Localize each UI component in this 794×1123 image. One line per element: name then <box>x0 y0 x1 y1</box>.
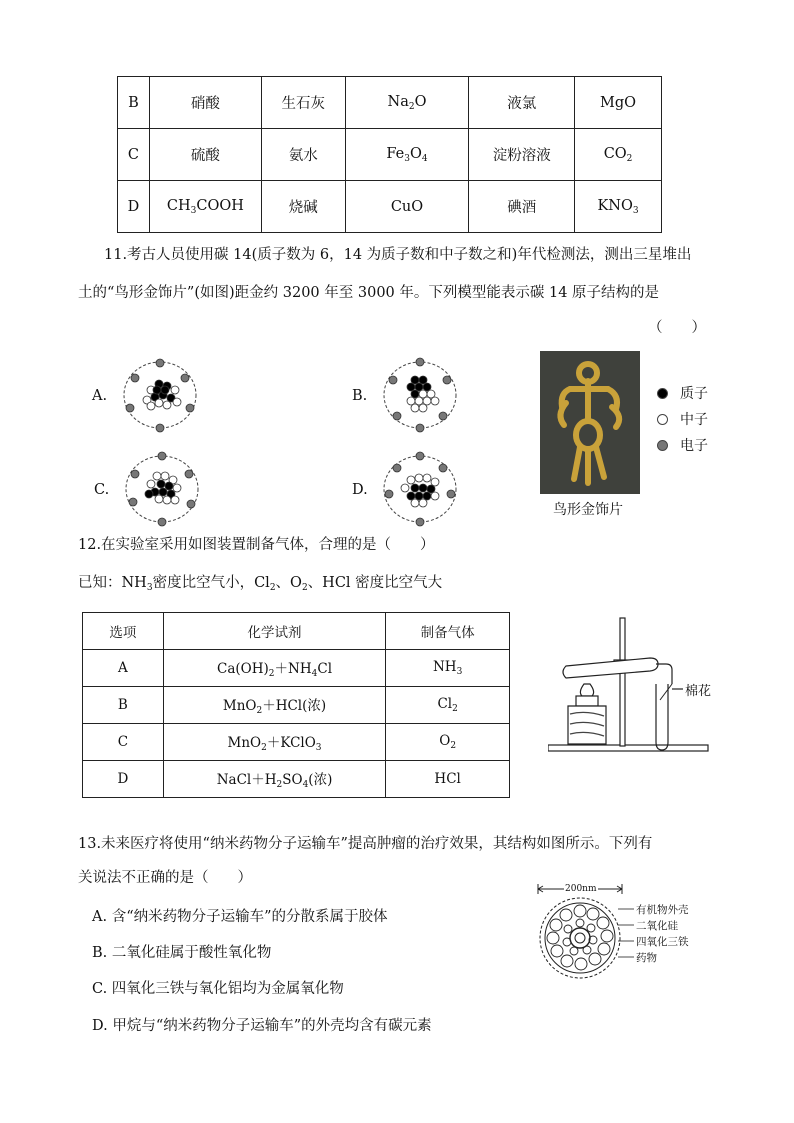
legend-neutron: 中子 <box>657 406 708 432</box>
neutron-icon <box>657 414 668 425</box>
nano-carrier-diagram <box>535 882 625 982</box>
label-silica: 二氧化硅 <box>636 920 678 932</box>
reagent-table <box>82 612 510 798</box>
q13-stem-line2: 关说法不正确的是（ ） <box>78 870 252 886</box>
oxide-cell: $Fe_3O_4$ <box>345 129 469 181</box>
base-cell: 氨水 <box>261 129 345 181</box>
mixture-cell: 碘酒 <box>469 181 575 233</box>
q13-option-d: D. 甲烷与“纳米药物分子运输车”的外壳均含有碳元素 <box>92 1018 432 1034</box>
option-d-label: D. <box>352 482 368 498</box>
diagram-leader-lines <box>618 903 638 963</box>
header-gas: 制备气体 <box>386 613 510 650</box>
q13-option-a: A. 含“纳米药物分子运输车”的分散系属于胶体 <box>92 909 388 925</box>
other-cell: $CO_2$ <box>575 129 662 181</box>
q13-option-b: B. 二氧化硅属于酸性氧化物 <box>92 945 272 961</box>
q11-stem-line1: 11.考古人员使用碳 14(质子数为 6，14 为质子数和中子数之和)年代检测法，测出三星堆出 <box>104 247 692 263</box>
table-row <box>83 650 510 687</box>
atom-legend <box>657 380 708 458</box>
q11-answer-paren: （ ） <box>648 320 706 336</box>
scale-label: 200nm <box>565 884 597 894</box>
cotton-label: 棉花 <box>685 684 712 699</box>
classification-table <box>117 76 662 233</box>
option-cell: B <box>83 687 164 724</box>
nano-diagram-labels <box>636 902 689 966</box>
oxide-cell: CuO <box>345 181 469 233</box>
other-cell: MgO <box>575 77 662 129</box>
mixture-cell: 液氯 <box>469 77 575 129</box>
gas-cell: HCl <box>386 761 510 798</box>
oxide-cell: $Na_2O$ <box>345 77 469 129</box>
option-cell: C <box>83 724 164 761</box>
table-row <box>118 77 662 129</box>
label-drug: 药物 <box>636 952 657 964</box>
table-row <box>118 129 662 181</box>
acid-cell: 硝酸 <box>149 77 261 129</box>
option-cell: D <box>83 761 164 798</box>
base-cell: 烧碱 <box>261 181 345 233</box>
atom-model-d <box>375 444 465 534</box>
proton-icon <box>657 388 668 399</box>
acid-cell: $CH_3COOH$ <box>149 181 261 233</box>
option-cell: A <box>83 650 164 687</box>
base-cell: 生石灰 <box>261 77 345 129</box>
q13-option-c: C. 四氧化三铁与氧化铝均为金属氧化物 <box>92 981 344 997</box>
gas-cell: $O_2$ <box>386 724 510 761</box>
header-reagent: 化学试剂 <box>163 613 386 650</box>
reagent-cell: MnO$_2$＋KClO$_3$ <box>163 724 386 761</box>
acid-cell: 硫酸 <box>149 129 261 181</box>
q12-known-condition: 已知：$NH_3$密度比空气小，$Cl_2$、$O_2$、HCl 密度比空气大 <box>78 575 443 593</box>
gas-cell: $Cl_2$ <box>386 687 510 724</box>
header-option: 选项 <box>83 613 164 650</box>
reagent-cell: MnO$_2$＋HCl(浓) <box>163 687 386 724</box>
gas-cell: $NH_3$ <box>386 650 510 687</box>
option-b-label: B. <box>352 388 368 404</box>
legend-proton: 质子 <box>657 380 708 406</box>
atom-model-a <box>115 350 205 440</box>
label-organic-shell: 有机物外壳 <box>636 904 689 916</box>
reagent-cell: $Ca(OH)_2+NH_4Cl$ <box>163 650 386 687</box>
legend-electron: 电子 <box>657 432 708 458</box>
electron-icon <box>657 440 668 451</box>
mixture-cell: 淀粉溶液 <box>469 129 575 181</box>
table-row <box>83 761 510 798</box>
gold-ornament-photo <box>540 351 640 494</box>
ornament-caption: 鸟形金饰片 <box>553 502 623 518</box>
q13-stem-line1: 13.未来医疗将使用“纳米药物分子运输车”提高肿瘤的治疗效果，其结构如图所示。下列有 <box>78 836 653 852</box>
table-row <box>118 181 662 233</box>
label-magnetite: 四氧化三铁 <box>636 936 689 948</box>
row-label: B <box>118 77 150 129</box>
option-c-label: C. <box>94 482 110 498</box>
table-row <box>83 687 510 724</box>
atom-model-c <box>117 444 207 534</box>
table-header-row <box>83 613 510 650</box>
atom-model-b <box>375 350 465 440</box>
other-cell: $KNO_3$ <box>575 181 662 233</box>
table-row <box>83 724 510 761</box>
q12-stem: 12.在实验室采用如图装置制备气体，合理的是（ ） <box>78 537 435 553</box>
row-label: C <box>118 129 150 181</box>
row-label: D <box>118 181 150 233</box>
q11-stem-line2: 土的“鸟形金饰片”(如图)距金约 3200 年至 3000 年。下列模型能表示碳 14 原子结构的是 <box>78 285 660 301</box>
option-a-label: A. <box>92 388 108 404</box>
reagent-cell: $NaCl+H_2SO_4$(浓) <box>163 761 386 798</box>
